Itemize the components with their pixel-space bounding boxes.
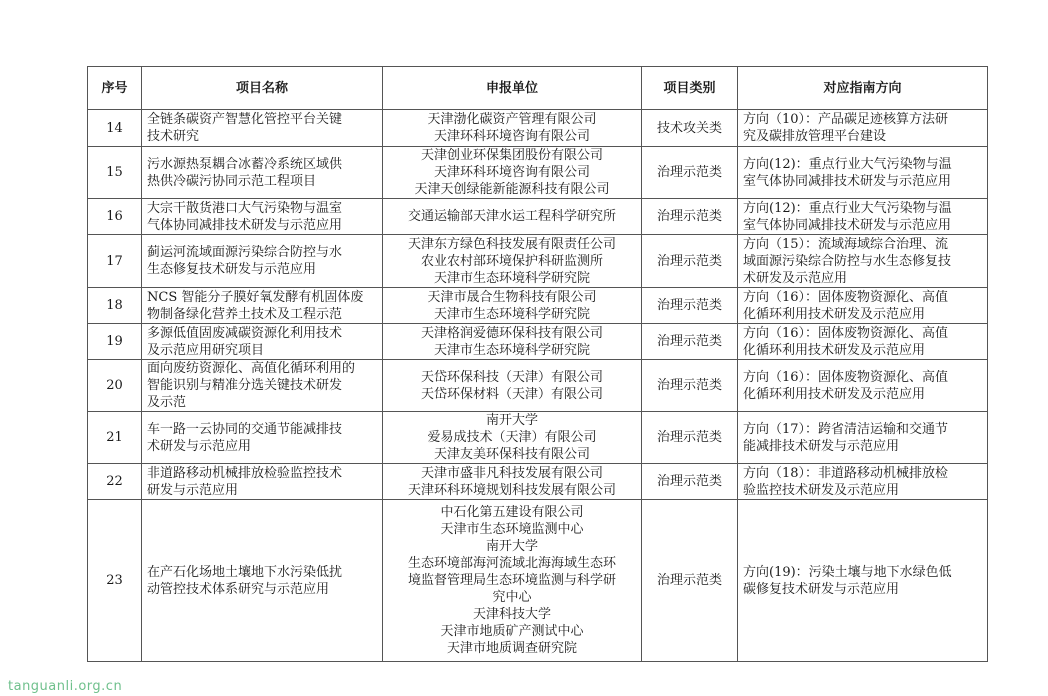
project-name-cell	[142, 464, 383, 500]
serial-number-cell: 21	[88, 412, 142, 464]
guide-direction-line: 碳修复技术研发与示范应用	[743, 581, 900, 597]
guide-direction-line: 方向(12)：重点行业大气污染物与温	[743, 156, 952, 172]
guide-direction-line: 方向（16）：固体废物资源化、高值	[743, 289, 949, 305]
table-row	[88, 147, 988, 199]
project-name-line: 技术研究	[147, 129, 200, 144]
guide-direction-line: 术研发及示范应用	[743, 270, 848, 286]
guide-direction-line: 域面源污染综合防控与水生态修复技	[743, 253, 952, 269]
table-header-row	[88, 67, 988, 110]
table-row	[88, 360, 988, 412]
guide-direction-cell	[738, 235, 988, 288]
guide-direction-line: 方向（16）：固体废物资源化、高值	[743, 369, 949, 385]
project-category-cell: 治理示范类	[642, 464, 738, 500]
project-category-cell: 治理示范类	[642, 360, 738, 412]
applicant-unit-line: 天津环科环境咨询有限公司	[433, 165, 590, 180]
table-row	[88, 464, 988, 500]
project-name-cell	[142, 412, 383, 464]
project-name-line: 气体协同减排技术研发与示范应用	[147, 217, 343, 233]
project-category-cell: 治理示范类	[642, 500, 738, 662]
applicant-unit-line: 南开大学	[485, 413, 538, 428]
serial-number-cell: 19	[88, 324, 142, 360]
serial-number-cell: 23	[88, 500, 142, 662]
project-category-cell: 治理示范类	[642, 412, 738, 464]
project-name-cell	[142, 324, 383, 360]
guide-direction-cell	[738, 324, 988, 360]
applicant-unit-line: 天津格润爱德环保科技有限公司	[420, 325, 603, 341]
applicant-unit-cell	[383, 500, 642, 662]
applicant-unit-line: 天津市生态环境监测中心	[440, 522, 584, 537]
guide-direction-line: 能减排技术研发与示范应用	[743, 438, 900, 454]
guide-direction-line: 化循环利用技术研发及示范应用	[743, 386, 926, 402]
guide-direction-line: 方向（10）：产品碳足迹核算方法研	[743, 112, 949, 127]
project-name-line: 在产石化场地土壤地下水污染低扰	[147, 564, 343, 580]
project-category-cell: 治理示范类	[642, 324, 738, 360]
project-table	[87, 66, 988, 662]
applicant-unit-cell	[383, 464, 642, 500]
applicant-unit-line: 天津市生态环境科学研究院	[433, 306, 590, 322]
guide-direction-line: 验监控技术研发及示范应用	[743, 482, 900, 498]
project-name-line: 污水源热泵耦合冰蓄冷系统区域供	[147, 156, 343, 172]
project-name-cell	[142, 199, 383, 235]
guide-direction-line: 方向（18）：非道路移动机械排放检	[743, 465, 949, 481]
project-category-cell: 治理示范类	[642, 147, 738, 199]
applicant-unit-line: 交通运输部天津水运工程科学研究所	[407, 209, 616, 224]
applicant-unit-line: 天津创业环保集团股份有限公司	[420, 148, 603, 163]
applicant-unit-line: 天津市生态环境科学研究院	[433, 342, 590, 358]
project-name-line: 及示范	[147, 395, 187, 410]
project-name-line: 非道路移动机械排放检验监控技术	[147, 465, 343, 481]
project-name-line: 热供冷碳污协同示范工程项目	[147, 173, 317, 189]
applicant-unit-line: 天津市地质矿产测试中心	[440, 624, 584, 639]
applicant-unit-line: 天津东方绿色科技发展有限责任公司	[407, 236, 616, 252]
applicant-unit-line: 天津天创绿能新能源科技有限公司	[414, 182, 610, 197]
applicant-unit-line: 天津市生态环境科学研究院	[433, 270, 590, 286]
project-name-line: 智能识别与精准分选关键技术研发	[147, 378, 343, 393]
guide-direction-line: 化循环利用技术研发及示范应用	[743, 306, 926, 322]
serial-number-cell: 16	[88, 199, 142, 235]
header-serial: 序号	[88, 67, 142, 110]
serial-number-cell: 22	[88, 464, 142, 500]
guide-direction-line: 室气体协同减排技术研发与示范应用	[743, 173, 952, 189]
applicant-unit-line: 南开大学	[485, 539, 538, 554]
project-name-cell	[142, 360, 383, 412]
guide-direction-cell	[738, 360, 988, 412]
guide-direction-line: 方向（15）：流域海域综合治理、流	[743, 236, 949, 252]
header-guide-direction: 对应指南方向	[738, 67, 988, 110]
project-name-cell	[142, 235, 383, 288]
applicant-unit-line: 天岱环保科技（天津）有限公司	[420, 369, 603, 385]
project-name-line: 物制备绿化营养土技术及工程示范	[147, 306, 343, 322]
guide-direction-line: 方向(19)：污染土壤与地下水绿色低	[743, 564, 952, 580]
applicant-unit-cell	[383, 235, 642, 288]
applicant-unit-line: 天津市地质调查研究院	[446, 641, 577, 656]
applicant-unit-line: 天津科技大学	[472, 607, 551, 622]
table-row	[88, 288, 988, 324]
applicant-unit-line: 境监督管理局生态环境监测与科学研	[407, 573, 616, 588]
applicant-unit-cell	[383, 324, 642, 360]
serial-number-cell: 15	[88, 147, 142, 199]
project-name-line: 蓟运河流域面源污染综合防控与水	[147, 245, 343, 260]
applicant-unit-line: 究中心	[492, 590, 532, 605]
project-category-cell: 治理示范类	[642, 199, 738, 235]
guide-direction-line: 究及碳排放管理平台建设	[743, 129, 887, 144]
guide-direction-cell	[738, 464, 988, 500]
serial-number-cell: 18	[88, 288, 142, 324]
project-name-line: 全链条碳资产智慧化管控平台关键	[147, 112, 343, 127]
table-row	[88, 199, 988, 235]
serial-number-cell: 17	[88, 235, 142, 288]
applicant-unit-line: 天津友美环保科技有限公司	[433, 447, 590, 462]
guide-direction-cell	[738, 147, 988, 199]
applicant-unit-line: 天津市晟合生物科技有限公司	[427, 289, 597, 305]
applicant-unit-cell	[383, 412, 642, 464]
applicant-unit-line: 天津环科环境规划科技发展有限公司	[407, 482, 616, 498]
applicant-unit-cell	[383, 110, 642, 147]
applicant-unit-line: 生态环境部海河流域北海海域生态环	[407, 556, 616, 571]
project-name-line: 大宗干散货港口大气污染物与温室	[147, 200, 343, 216]
applicant-unit-line: 农业农村部环境保护科研监测所	[420, 253, 603, 269]
serial-number-cell: 14	[88, 110, 142, 147]
project-name-line: 车一路一云协同的交通节能减排技	[147, 421, 343, 437]
applicant-unit-cell	[383, 360, 642, 412]
guide-direction-cell	[738, 288, 988, 324]
project-name-line: 动管控技术体系研究与示范应用	[147, 581, 330, 597]
guide-direction-line: 方向(12)：重点行业大气污染物与温	[743, 200, 952, 216]
project-name-cell	[142, 288, 383, 324]
header-project-category: 项目类别	[642, 67, 738, 110]
project-name-cell	[142, 500, 383, 662]
project-name-line: 多源低值固废减碳资源化利用技术	[147, 325, 343, 341]
header-project-name: 项目名称	[142, 67, 383, 110]
watermark: tanguanli.org.cn	[8, 679, 123, 694]
guide-direction-line: 化循环利用技术研发及示范应用	[743, 342, 926, 358]
table-row	[88, 412, 988, 464]
guide-direction-line: 方向（17）：跨省清洁运输和交通节	[743, 421, 949, 437]
header-applicant-unit: 申报单位	[383, 67, 642, 110]
guide-direction-cell	[738, 199, 988, 235]
applicant-unit-line: 天岱环保材料（天津）有限公司	[420, 386, 603, 402]
guide-direction-cell	[738, 500, 988, 662]
project-name-line: 生态修复技术研发与示范应用	[147, 262, 317, 277]
serial-number-cell: 20	[88, 360, 142, 412]
table-row	[88, 110, 988, 147]
applicant-unit-cell	[383, 147, 642, 199]
project-name-line: 研发与示范应用	[147, 482, 239, 498]
guide-direction-line: 方向（16）：固体废物资源化、高值	[743, 325, 949, 341]
applicant-unit-cell	[383, 288, 642, 324]
guide-direction-line: 室气体协同减排技术研发与示范应用	[743, 217, 952, 233]
project-category-cell: 治理示范类	[642, 288, 738, 324]
applicant-unit-line: 天津市盛非凡科技发展有限公司	[420, 465, 603, 481]
table-row	[88, 324, 988, 360]
applicant-unit-line: 天津环科环境咨询有限公司	[433, 129, 590, 144]
table-row	[88, 500, 988, 662]
project-name-line: 面向废纺资源化、高值化循环利用的	[147, 361, 356, 376]
project-category-cell: 技术攻关类	[642, 110, 738, 147]
project-name-line: 术研发与示范应用	[147, 438, 252, 454]
applicant-unit-cell	[383, 199, 642, 235]
applicant-unit-line: 中石化第五建设有限公司	[440, 505, 584, 520]
guide-direction-cell	[738, 110, 988, 147]
project-category-cell: 治理示范类	[642, 235, 738, 288]
table-row	[88, 235, 988, 288]
guide-direction-cell	[738, 412, 988, 464]
project-name-line: NCS 智能分子膜好氧发酵有机固体废	[147, 289, 364, 305]
project-name-line: 及示范应用研究项目	[147, 342, 265, 358]
applicant-unit-line: 爱易成技术（天津）有限公司	[427, 430, 597, 445]
project-name-cell	[142, 110, 383, 147]
applicant-unit-line: 天津渤化碳资产管理有限公司	[427, 112, 597, 127]
project-name-cell	[142, 147, 383, 199]
